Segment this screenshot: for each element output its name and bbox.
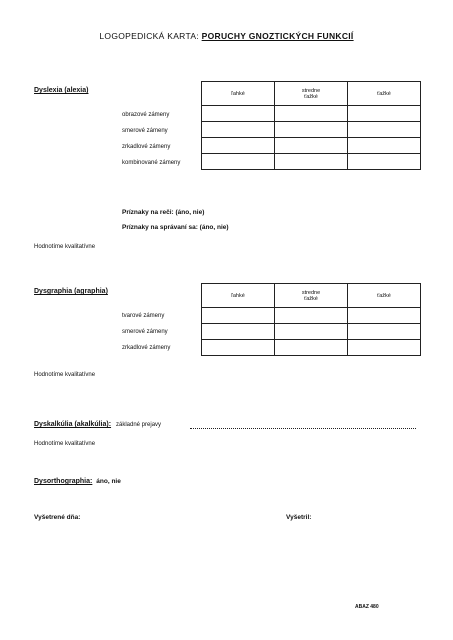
behavior-symptoms-note: Príznaky na správaní sa: (áno, nie) (122, 224, 229, 231)
table-cell[interactable] (275, 324, 348, 340)
dysgraphia-row-label: tvarové zámeny (122, 313, 165, 319)
table-cell[interactable] (275, 122, 348, 138)
dyscalculia-evaluation: Hodnotíme kvalitatívne (34, 441, 96, 447)
dysgraphia-col-moderate: stredne ťažké (275, 284, 348, 308)
dyslexia-col-moderate: stredne ťažké (275, 82, 348, 106)
dyslexia-col-severe: ťažké (348, 82, 421, 106)
dyscalculia-text: základné prejavy (116, 422, 162, 428)
table-cell[interactable] (348, 340, 421, 356)
dysgraphia-col-severe: ťažké (348, 284, 421, 308)
title-prefix: LOGOPEDICKÁ KARTA: (99, 31, 199, 41)
examined-on-label: Vyšetrené dňa: (34, 514, 81, 521)
table-cell[interactable] (348, 308, 421, 324)
table-cell[interactable] (202, 324, 275, 340)
table-cell[interactable] (348, 154, 421, 170)
table-cell[interactable] (275, 340, 348, 356)
dysgraphia-col-mild: ľahké (202, 284, 275, 308)
dysgraphia-heading: Dysgraphia (agraphia) (34, 288, 108, 295)
table-cell[interactable] (202, 154, 275, 170)
table-cell[interactable] (348, 324, 421, 340)
table-cell[interactable] (275, 138, 348, 154)
title-main: PORUCHY GNOZTICKÝCH FUNKCIÍ (201, 31, 354, 41)
dyslexia-row-label: smerové zámeny (122, 128, 168, 134)
table-cell[interactable] (202, 138, 275, 154)
dyslexia-row-label: obrazové zámeny (122, 112, 170, 118)
dyslexia-table (201, 81, 421, 170)
dyscalculia-heading: Dyskalkúlia (akalkúlia): (34, 421, 112, 428)
dysorthographia-line (34, 478, 121, 485)
table-cell[interactable] (275, 154, 348, 170)
dysgraphia-row-label: zrkadlové zámeny (122, 345, 171, 351)
table-cell[interactable] (348, 122, 421, 138)
table-cell[interactable] (202, 308, 275, 324)
table-cell[interactable] (202, 340, 275, 356)
table-cell[interactable] (348, 106, 421, 122)
form-code: ABAZ 480 (355, 604, 379, 610)
dyscalculia-fill-line[interactable] (190, 428, 416, 429)
dyslexia-row-label: zrkadlové zámeny (122, 144, 171, 150)
table-cell[interactable] (202, 122, 275, 138)
dysgraphia-table (201, 283, 421, 356)
examined-by-label: Vyšetril: (286, 514, 312, 521)
dysorthographia-heading: Dysorthographia: (34, 478, 93, 485)
dyslexia-evaluation: Hodnotíme kvalitatívne (34, 244, 96, 250)
dyslexia-row-label: kombinované zámeny (122, 160, 181, 166)
speech-symptoms-note: Príznaky na reči: (áno, nie) (122, 209, 205, 216)
page-title (0, 31, 453, 41)
table-cell[interactable] (348, 138, 421, 154)
dyscalculia-line (34, 421, 161, 428)
dyslexia-col-mild: ľahké (202, 82, 275, 106)
dysgraphia-row-label: smerové zámeny (122, 329, 168, 335)
dysgraphia-evaluation: Hodnotíme kvalitatívne (34, 372, 96, 378)
table-cell[interactable] (275, 106, 348, 122)
dyslexia-heading: Dyslexia (alexia) (34, 87, 89, 94)
table-cell[interactable] (275, 308, 348, 324)
dysorthographia-text: áno, nie (96, 478, 121, 485)
table-cell[interactable] (202, 106, 275, 122)
